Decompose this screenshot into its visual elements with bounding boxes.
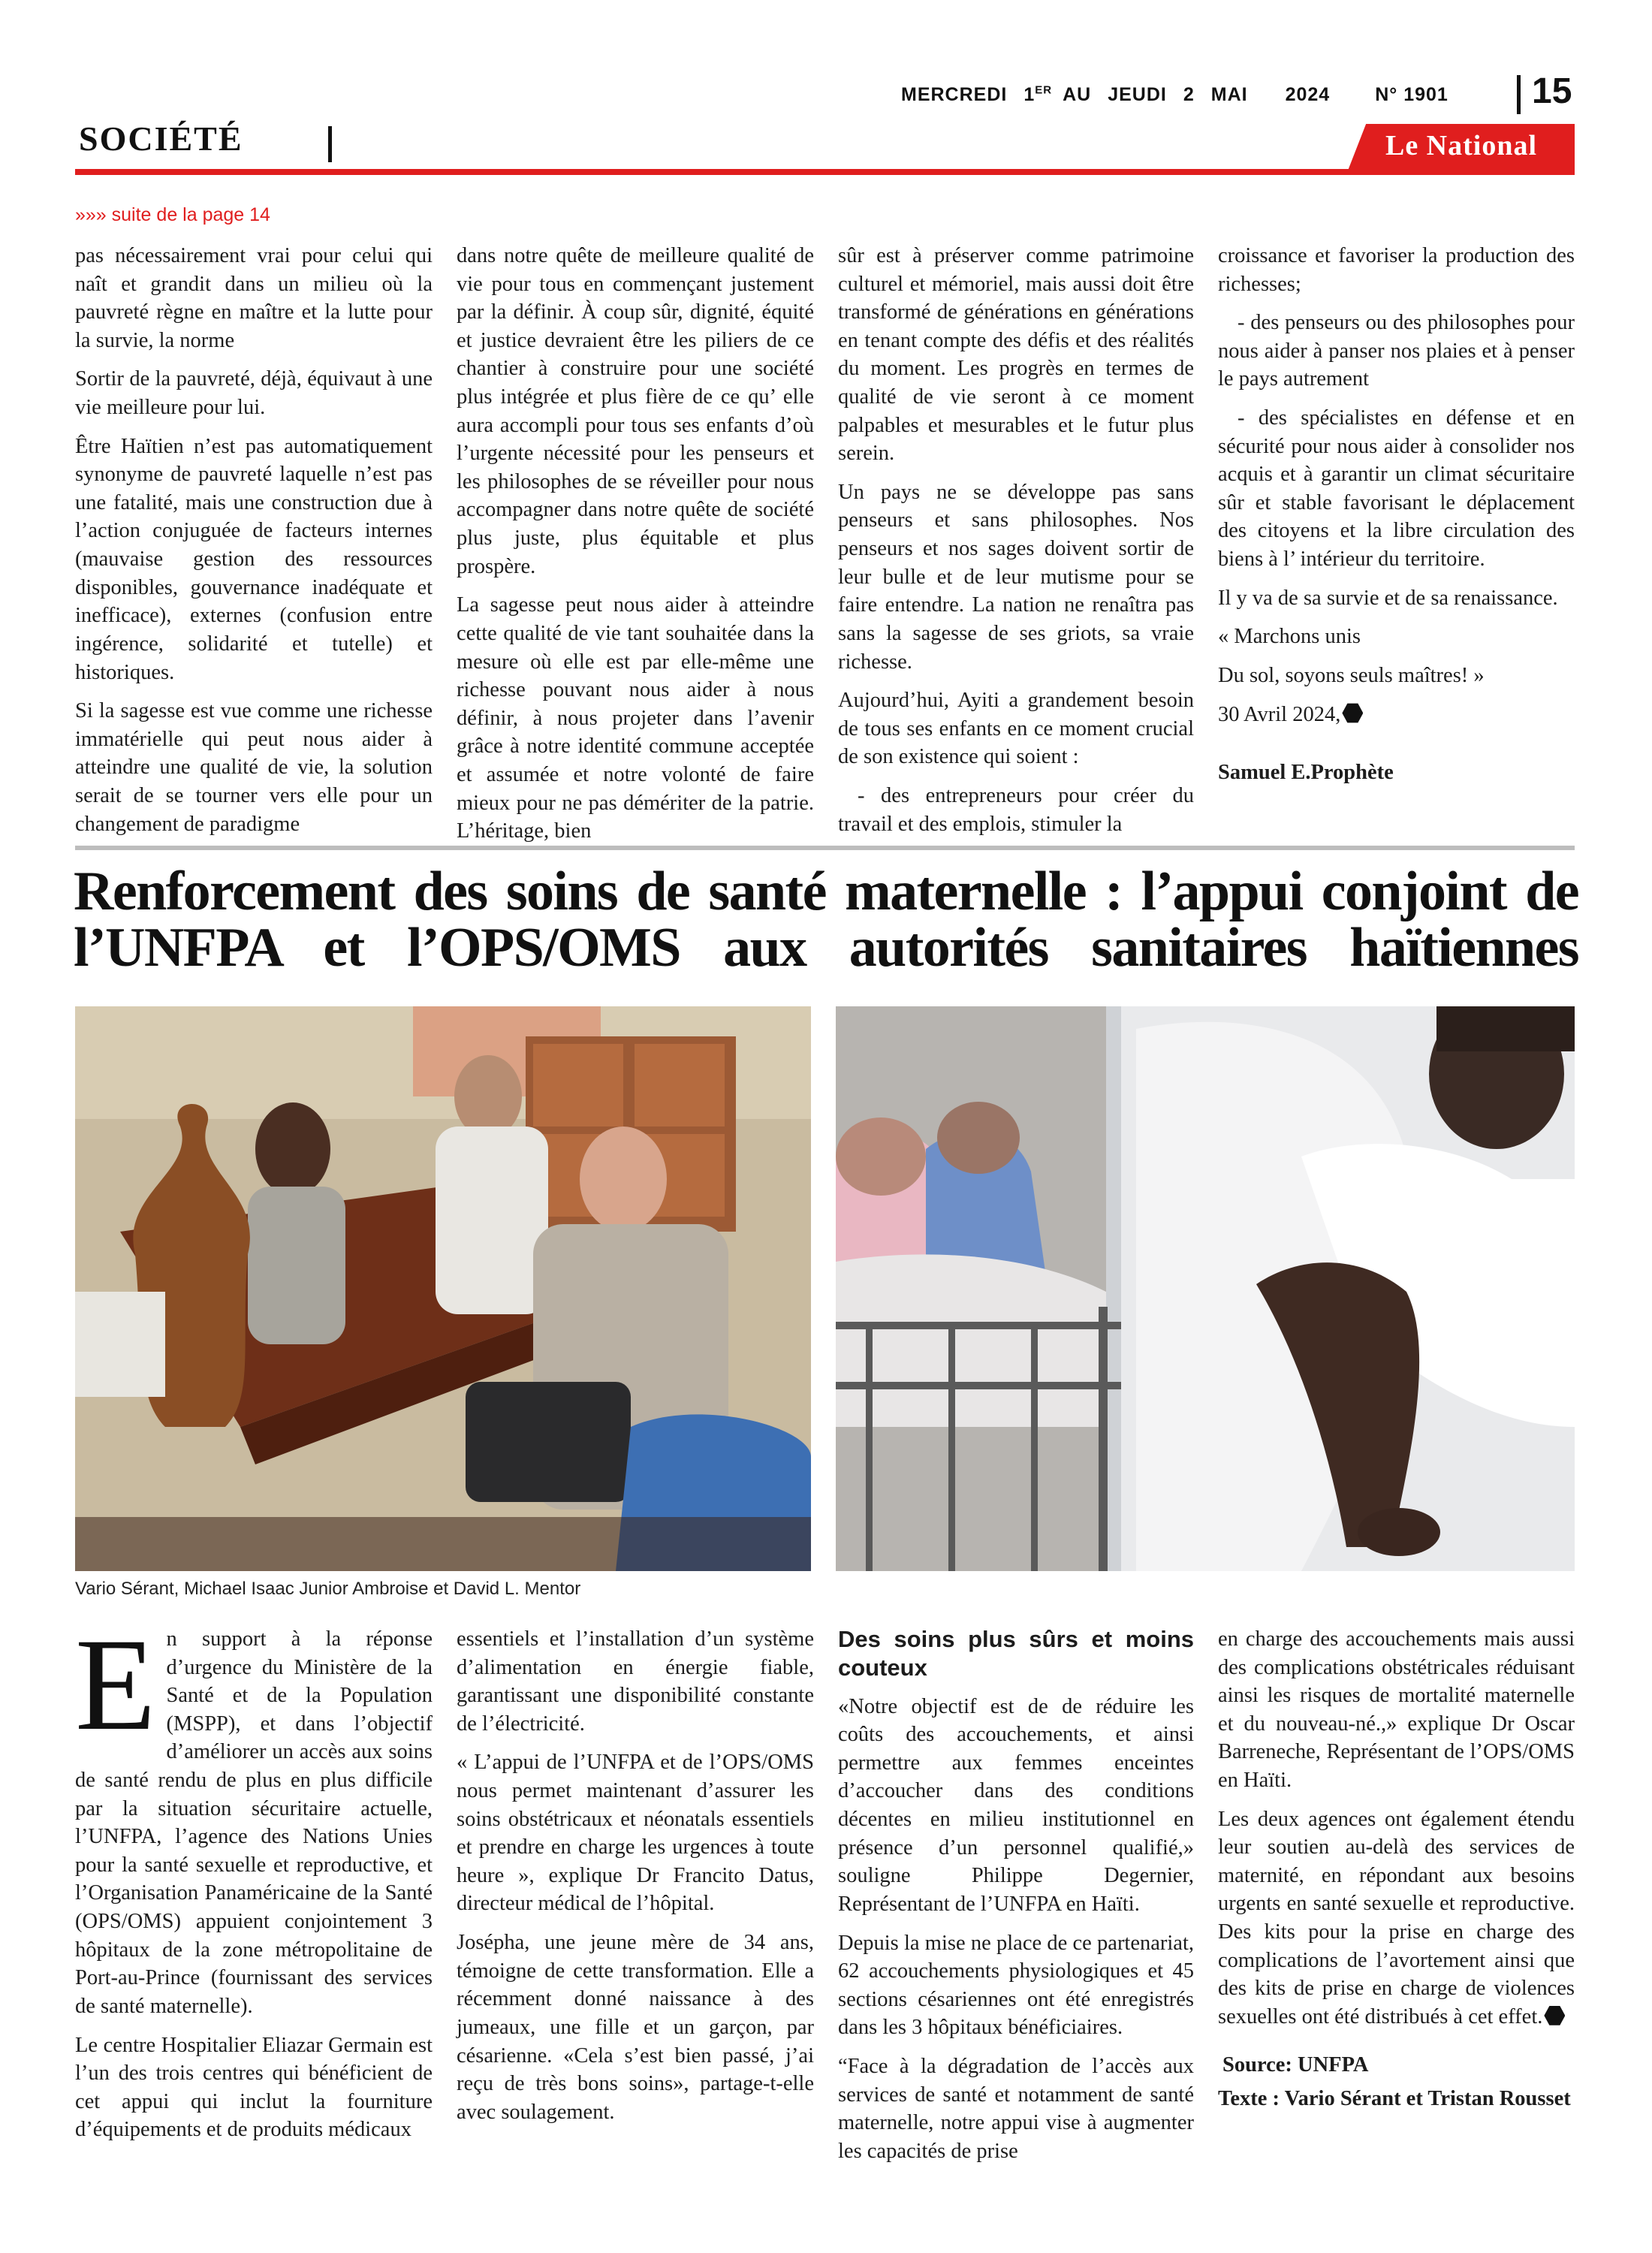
paragraph: Il y va de sa survie et de sa renaissance.	[1218, 586, 1558, 610]
article-date: 30 Avril 2024,	[1218, 701, 1575, 729]
newspaper-name: Le National	[1385, 130, 1538, 161]
paragraph: en charge des accouchements mais aussi des complications obstétricales réduisant ainsi les risques de mortalité maternelle et du nouveau-né.,» explique Dr Oscar Barreneche, Représentant de l’OPS/OMS en Haïti.	[1218, 1627, 1575, 1793]
top-article-column-1	[75, 242, 433, 849]
article-divider	[75, 846, 1575, 850]
issue-number: N° 1901	[1375, 84, 1449, 106]
page-number: 15	[1532, 71, 1572, 111]
paragraph: essentiels et l’installation d’un système d’alimentation en énergie fiable, garantissant une disponibilité constante de l’électricité.	[457, 1627, 814, 1736]
top-article-column-2	[457, 242, 814, 856]
paragraph: Le centre Hospitalier Eliazar Germain est l’un des trois centres qui bénéficient de cet appui qui inclut la fourniture d’équipements et de produits médicaux	[75, 2033, 433, 2142]
list-item: - des spécialistes en défense et en sécurité pour nous aider à consolider nos acquis et à garantir un climat sécuritaire sûr et stable favorisant le déplacement des citoyens et la libre circulation des biens à l’ intérieur du territoire.	[1218, 406, 1575, 572]
author-signature: Samuel E.Prophète	[1218, 761, 1394, 785]
paragraph: Depuis la mise ne place de ce partenariat, 62 accouchements physiologiques et 45 sections césariennes ont été enregistrés dans les 3 hôpitaux bénéficiaires.	[838, 1931, 1194, 2040]
lead-paragraph: En support à la réponse d’urgence du Ministère de la Santé et de la Population (MSPP), et dans l’objectif d’améliorer un accès aux soins de santé rendu de plus en plus difficile par la situation sécuritaire actuelle, l’UNFPA, l’agence des Nations Unies pour la santé sexuelle et reproductive, et l’Organisation Panaméricaine de la Santé (OPS/OMS) appuient conjointement 3 hôpitaux de la zone métropolitaine de Port-au-Prince (fournissant des services de santé maternelle).	[75, 1612, 433, 2018]
top-article-column-4	[1218, 242, 1575, 798]
paragraph: Aujourd’hui, Ayiti a grandement besoin de tous ses enfants en ce moment crucial de son existence qui soient :	[838, 689, 1194, 769]
paragraph: “Face à la dégradation de l’accès aux services de santé et notamment de santé maternelle, notre appui vise à augmenter les capacités de prise	[838, 2054, 1194, 2163]
paragraph: « L’appui de l’UNFPA et de l’OPS/OMS nous permet maintenant d’assurer les soins obstétricaux et néonatals essentiels et prendre en charge les urgences à toute heure », explique Dr Francito Datus, directeur médical de l’hôpital.	[457, 1751, 814, 1916]
paragraph: Sortir de la pauvreté, déjà, équivaut à une vie meilleure pour lui.	[75, 367, 433, 420]
paragraph: sûr est à préserver comme patrimoine culturel et mémoriel, mais aussi doit être transformé de générations en générations en tenant compte des défis et des réalités du moment. Les progrès en termes de qualité de vie seront à ce moment palpables et mesurables et le futur plus serein.	[838, 244, 1194, 466]
paragraph: Un pays ne se développe pas sans penseurs et sans philosophes. Nos penseurs et nos sages doivent sortir de leur bulle et de leur mutisme pour se faire entendre. La nation ne renaîtra pas sans la sagesse de ses griots, sa vraie richesse.	[838, 480, 1194, 674]
drop-cap: E	[75, 1612, 156, 1758]
paragraph: Josépha, une jeune mère de 34 ans, témoigne de cette transformation. Elle a récemment donné naissance à des jumeaux, une fille et un garçon, par césarienne. «Cela s’est bien passé, j’ai reçu de très bons soins», partage-t-elle avec soulagement.	[457, 1931, 814, 2124]
continuation-note[interactable]: »»» suite de la page 14	[75, 204, 270, 225]
photo-caption: Vario Sérant, Michael Isaac Junior Ambroise et David L. Mentor	[75, 1579, 581, 1599]
article-column-3	[838, 1625, 1194, 2176]
quote-line: Du sol, soyons seuls maîtres! »	[1218, 663, 1485, 687]
quote-line: « Marchons unis	[1218, 625, 1361, 649]
meeting-photo	[75, 1006, 811, 1571]
paragraph: Être Haïtien n’est pas automatiquement synonyme de pauvreté laquelle n’est pas une fatalité, mais une construction due à l’action conjuguée de facteurs internes (mauvaise gestion des ressources disponibles, gouvernance inadéquate et inefficace), externes (confusion entre ingérence, solidarité et tutelle) et historiques.	[75, 434, 433, 684]
end-mark-icon	[1342, 703, 1363, 724]
list-item: - des entrepreneurs pour créer du travail et des emplois, stimuler la	[838, 783, 1194, 836]
paragraph: croissance et favoriser la production des richesses;	[1218, 244, 1575, 296]
section-divider	[328, 126, 332, 162]
top-article-column-3	[838, 242, 1194, 849]
paragraph: dans notre quête de meilleure qualité de vie pour tous en commençant justement par la définir. À coup sûr, dignité, équité et justice devraient être les piliers de ce chantier à construire pour une société plus intégrée et plus fière de ce qu’ elle aura accompli pour tous ses enfants d’où l’urgente nécessité pour les penseurs et les philosophes de se réveiller pour nous accompagner dans notre quête de société plus juste, plus équitable et plus prospère.	[457, 244, 814, 578]
list-item: - des penseurs ou des philosophes pour nous aider à panser nos plaies et à penser le pays autrement	[1218, 311, 1575, 391]
paragraph: pas nécessairement vrai pour celui qui naît et grandit dans un milieu où la pauvreté règne en maître et la lutte pour la survie, la norme	[75, 244, 433, 352]
article-column-1	[75, 1612, 433, 2155]
paragraph: Les deux agences ont également étendu leur soutien au-delà des services de maternité, en répondant aux besoins urgents en santé sexuelle et reproductive. Des kits pour la prise en charge des complications de l’avortement ainsi que des kits de prise en charge de violences sexuelles ont été distribués à cet effet.	[1218, 1807, 1575, 2028]
article-column-4	[1218, 1625, 1575, 2113]
article-column-2	[457, 1625, 814, 2137]
article-byline: Texte : Vario Sérant et Tristan Rousset	[1218, 2087, 1571, 2111]
section-title: SOCIÉTÉ	[79, 119, 243, 158]
article-headline: Renforcement des soins de santé maternelle : l’appui conjoint de l’UNFPA et l’OPS/OMS aux autorités sanitaires haïtiennes	[74, 861, 1578, 979]
article-subheading: Des soins plus sûrs et moins couteux	[838, 1626, 1194, 1681]
page-number-divider	[1517, 75, 1521, 114]
paragraph: «Notre objectif est de de réduire les coûts des accouchements, et ainsi permettre aux femmes enceintes d’accoucher dans des conditions décentes en milieu institutionnel en présence d’un personnel qualifié,» souligne Philippe Degernier, Représentant de l’UNFPA en Haïti.	[838, 1694, 1194, 1916]
header-rule	[75, 169, 1575, 175]
article-source: Source: UNFPA	[1222, 2052, 1369, 2077]
paragraph: La sagesse peut nous aider à atteindre cette qualité de vie tant souhaitée dans la mesure où elle est par elle-même une richesse pouvant nous aider à nous définir, à nous projeter dans l’avenir grâce à notre identité commune acceptée et assumée et notre volonté de faire mieux pour ne pas démériter de la patrie. L’héritage, bien	[457, 593, 814, 843]
paragraph: Si la sagesse est vue comme une richesse immatérielle qui peut nous aider à atteindre une qualité de vie, la solution serait de se tourner vers elle pour un changement de paradigme	[75, 699, 433, 836]
end-mark-icon	[1544, 2005, 1565, 2026]
issue-date: MERCREDI 1ER AU JEUDI 2 MAI 2024 N° 1901	[901, 84, 1449, 106]
maternity-photo	[836, 1006, 1575, 1571]
